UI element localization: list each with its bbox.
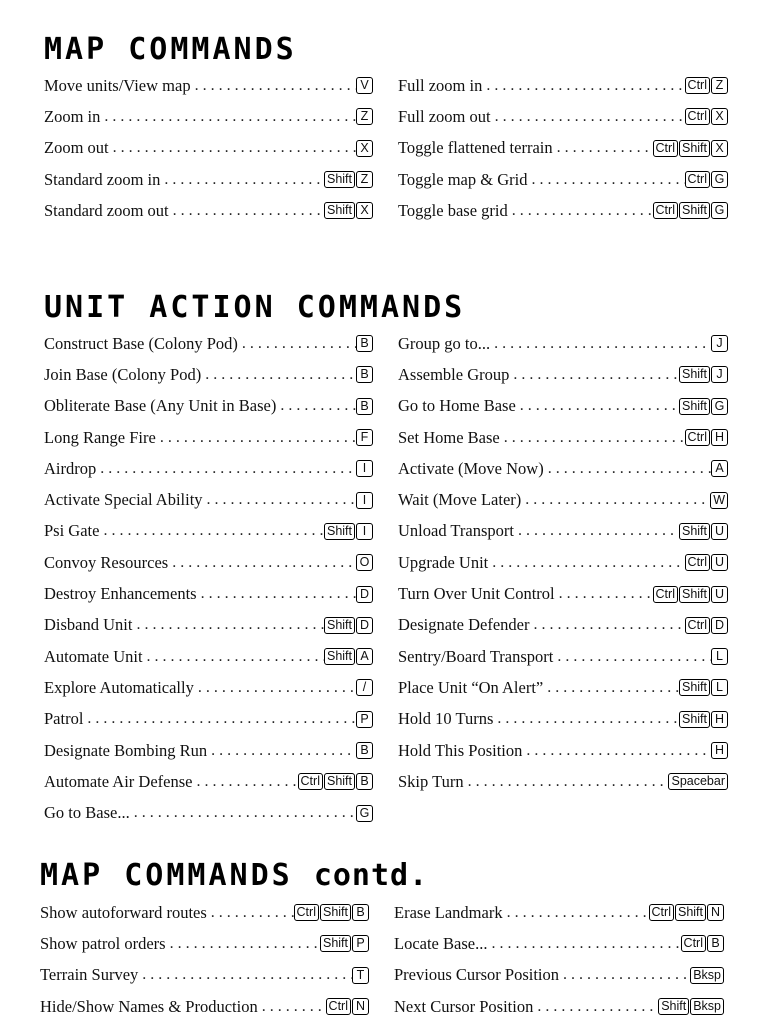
key-combo xyxy=(711,742,728,759)
command-label: Hold 10 Turns xyxy=(398,709,494,729)
dot-leader xyxy=(491,935,680,953)
dot-leader xyxy=(173,202,324,220)
key-combo xyxy=(324,202,373,219)
keycap: W xyxy=(710,492,728,509)
keycap: G xyxy=(356,805,373,822)
key-combo xyxy=(685,429,728,446)
dot-leader xyxy=(533,616,684,634)
command-label: Next Cursor Position xyxy=(394,996,534,1016)
command-label: Hold This Position xyxy=(398,740,523,760)
left-column xyxy=(44,70,373,226)
key-combo xyxy=(679,679,728,696)
command-label: Toggle base grid xyxy=(398,200,508,220)
command-label: Automate Unit xyxy=(44,646,143,666)
command-label: Zoom out xyxy=(44,138,109,158)
dot-leader xyxy=(559,585,653,603)
dot-leader xyxy=(548,460,711,478)
keycap: Shift xyxy=(679,366,710,383)
keycap: G xyxy=(711,171,728,188)
command-label: Destroy Enhancements xyxy=(44,584,197,604)
right-column xyxy=(394,897,724,1022)
dot-leader xyxy=(495,108,685,126)
dot-leader xyxy=(142,966,352,984)
dot-leader xyxy=(526,742,711,760)
command-row xyxy=(44,133,373,164)
command-label: Sentry/Board Transport xyxy=(398,646,554,666)
command-row xyxy=(398,672,728,703)
command-label: Standard zoom in xyxy=(44,169,161,189)
keycap: Shift xyxy=(679,523,710,540)
keycap: J xyxy=(711,366,728,383)
command-label: Long Range Fire xyxy=(44,427,156,447)
keycap: Ctrl xyxy=(685,617,710,634)
keycap: A xyxy=(711,460,728,477)
keycap: Ctrl xyxy=(649,904,674,921)
dot-leader xyxy=(557,139,653,157)
keycap: Shift xyxy=(320,935,351,952)
keycap: U xyxy=(711,554,728,571)
key-combo xyxy=(356,554,373,571)
right-column xyxy=(398,328,728,797)
right-column xyxy=(398,70,728,226)
keycap: L xyxy=(711,679,728,696)
dot-leader xyxy=(507,904,649,922)
command-label: Group go to... xyxy=(398,333,491,353)
keycap: Shift xyxy=(324,523,355,540)
command-row xyxy=(44,164,373,195)
keycap: T xyxy=(352,967,369,984)
key-combo xyxy=(711,335,728,352)
keycap: J xyxy=(711,335,728,352)
command-row xyxy=(398,70,728,101)
command-row xyxy=(40,960,369,991)
key-combo xyxy=(356,679,373,696)
dot-leader xyxy=(198,679,356,697)
dot-leader xyxy=(504,429,685,447)
command-row xyxy=(398,704,728,735)
command-row xyxy=(40,897,369,928)
keycap: Shift xyxy=(679,398,710,415)
keycap: X xyxy=(711,108,728,125)
key-combo xyxy=(356,805,373,822)
key-combo xyxy=(356,366,373,383)
keycap: Bksp xyxy=(690,967,724,984)
dot-leader xyxy=(160,429,356,447)
command-label: Previous Cursor Position xyxy=(394,965,560,985)
dot-leader xyxy=(211,742,356,760)
key-combo xyxy=(294,904,369,921)
dot-leader xyxy=(518,522,679,540)
key-combo xyxy=(711,460,728,477)
dot-leader xyxy=(164,171,324,189)
keycap: P xyxy=(356,711,373,728)
key-combo xyxy=(685,554,728,571)
keycap: I xyxy=(356,460,373,477)
keycap: Ctrl xyxy=(685,554,710,571)
command-row xyxy=(398,422,728,453)
keycap: X xyxy=(711,140,728,157)
keycap: D xyxy=(711,617,728,634)
key-combo xyxy=(649,904,724,921)
keycap: X xyxy=(356,140,373,157)
command-label: Go to Home Base xyxy=(398,396,516,416)
command-row xyxy=(40,928,369,959)
command-row xyxy=(398,578,728,609)
keycap: Ctrl xyxy=(653,140,678,157)
command-row xyxy=(44,195,373,226)
dot-leader xyxy=(512,202,653,220)
key-combo xyxy=(681,935,724,952)
dot-leader xyxy=(100,460,356,478)
keycap: Ctrl xyxy=(326,998,351,1015)
key-combo xyxy=(679,711,728,728)
dot-leader xyxy=(497,710,679,728)
command-row xyxy=(44,101,373,132)
command-label: Skip Turn xyxy=(398,771,464,791)
keycap: Shift xyxy=(324,648,355,665)
keycap: Ctrl xyxy=(685,108,710,125)
command-row xyxy=(398,547,728,578)
dot-leader xyxy=(563,966,690,984)
command-label: Toggle flattened terrain xyxy=(398,138,553,158)
keycap: Shift xyxy=(324,171,355,188)
command-row xyxy=(44,70,373,101)
keycap: Shift xyxy=(324,202,355,219)
keycap: Ctrl xyxy=(685,77,710,94)
command-row xyxy=(44,641,373,672)
command-row xyxy=(398,610,728,641)
command-row xyxy=(44,359,373,390)
keycap: B xyxy=(356,366,373,383)
dot-leader xyxy=(520,397,679,415)
command-row xyxy=(398,391,728,422)
dot-leader xyxy=(103,522,324,540)
key-combo xyxy=(356,586,373,603)
keycap: Ctrl xyxy=(298,773,323,790)
command-row xyxy=(398,735,728,766)
command-row xyxy=(398,101,728,132)
command-columns xyxy=(44,70,728,230)
command-label: Full zoom in xyxy=(398,75,483,95)
command-row xyxy=(398,195,728,226)
command-row xyxy=(398,164,728,195)
keycap: Spacebar xyxy=(668,773,728,790)
command-label: Assemble Group xyxy=(398,364,510,384)
dot-leader xyxy=(525,491,710,509)
key-combo xyxy=(352,967,369,984)
map-commands-section xyxy=(44,32,728,230)
section-title: MAP COMMANDS xyxy=(44,32,297,67)
command-label: Patrol xyxy=(44,709,84,729)
dot-leader xyxy=(134,804,356,822)
command-row xyxy=(44,610,373,641)
keycap: Shift xyxy=(320,904,351,921)
command-label: Explore Automatically xyxy=(44,677,194,697)
key-combo xyxy=(685,108,728,125)
command-label: Standard zoom out xyxy=(44,200,169,220)
command-columns xyxy=(44,328,728,830)
command-row xyxy=(44,328,373,359)
key-combo xyxy=(356,460,373,477)
key-combo xyxy=(356,108,373,125)
key-combo xyxy=(711,648,728,665)
command-label: Set Home Base xyxy=(398,427,500,447)
keycap: Shift xyxy=(679,711,710,728)
dot-leader xyxy=(136,616,324,634)
dot-leader xyxy=(172,554,356,572)
key-combo xyxy=(356,398,373,415)
keycap: F xyxy=(356,429,373,446)
key-combo xyxy=(653,140,728,157)
keycap: U xyxy=(711,586,728,603)
command-row xyxy=(44,797,373,828)
command-label: Zoom in xyxy=(44,106,101,126)
command-row xyxy=(398,516,728,547)
keycap: D xyxy=(356,586,373,603)
command-label: Hide/Show Names & Production xyxy=(40,996,258,1016)
keycap: B xyxy=(356,398,373,415)
key-combo xyxy=(685,617,728,634)
dot-leader xyxy=(242,335,356,353)
keycap: X xyxy=(356,202,373,219)
left-column xyxy=(44,328,373,829)
command-label: Toggle map & Grid xyxy=(398,169,528,189)
command-row xyxy=(398,359,728,390)
keycap: Ctrl xyxy=(294,904,319,921)
key-combo xyxy=(356,335,373,352)
keycap: O xyxy=(356,554,373,571)
keycap: Shift xyxy=(679,679,710,696)
command-row xyxy=(44,516,373,547)
keycap: Ctrl xyxy=(653,202,678,219)
command-row xyxy=(44,672,373,703)
command-label: Upgrade Unit xyxy=(398,552,489,572)
key-combo xyxy=(356,742,373,759)
section-title: UNIT ACTION COMMANDS xyxy=(44,290,466,325)
command-label: Activate Special Ability xyxy=(44,490,203,510)
keycap: N xyxy=(352,998,369,1015)
command-row xyxy=(398,766,728,797)
command-label: Designate Defender xyxy=(398,615,530,635)
dot-leader xyxy=(531,171,684,189)
key-combo xyxy=(324,648,373,665)
key-combo xyxy=(679,398,728,415)
command-row xyxy=(44,735,373,766)
command-row xyxy=(398,328,728,359)
dot-leader xyxy=(280,397,356,415)
command-row xyxy=(44,422,373,453)
keycap: Shift xyxy=(658,998,689,1015)
command-row xyxy=(44,391,373,422)
keycap: P xyxy=(352,935,369,952)
command-row xyxy=(398,453,728,484)
section-title xyxy=(40,858,724,894)
command-row xyxy=(394,928,724,959)
command-label: Activate (Move Now) xyxy=(398,458,544,478)
keycap: Z xyxy=(356,108,373,125)
command-label: Show autoforward routes xyxy=(40,902,207,922)
key-combo xyxy=(356,77,373,94)
command-label: Psi Gate xyxy=(44,521,100,541)
keycap: Shift xyxy=(324,773,355,790)
key-combo xyxy=(658,998,724,1015)
command-row xyxy=(40,991,369,1022)
key-combo xyxy=(668,773,728,790)
keycap: N xyxy=(707,904,724,921)
key-combo xyxy=(356,429,373,446)
key-combo xyxy=(356,711,373,728)
key-combo xyxy=(298,773,373,790)
dot-leader xyxy=(170,935,320,953)
key-combo xyxy=(324,171,373,188)
dot-leader xyxy=(547,679,679,697)
command-label: Locate Base... xyxy=(394,933,488,953)
keycap: B xyxy=(707,935,724,952)
command-row xyxy=(44,484,373,515)
dot-leader xyxy=(494,335,711,353)
section-title-main: MAP COMMANDS xyxy=(40,858,293,893)
dot-leader xyxy=(205,366,356,384)
command-row xyxy=(44,453,373,484)
dot-leader xyxy=(147,648,324,666)
keycap: L xyxy=(711,648,728,665)
keycap: I xyxy=(356,492,373,509)
dot-leader xyxy=(201,585,356,603)
command-label: Airdrop xyxy=(44,458,97,478)
dot-leader xyxy=(468,773,669,791)
keycap: Shift xyxy=(679,140,710,157)
command-label: Wait (Move Later) xyxy=(398,490,522,510)
key-combo xyxy=(710,492,728,509)
command-row xyxy=(394,991,724,1022)
command-label: Automate Air Defense xyxy=(44,771,193,791)
dot-leader xyxy=(262,998,326,1016)
command-columns xyxy=(40,897,724,1027)
command-label: Go to Base... xyxy=(44,803,130,823)
command-row xyxy=(44,766,373,797)
dot-leader xyxy=(207,491,356,509)
keycap: D xyxy=(356,617,373,634)
dot-leader xyxy=(195,77,356,95)
command-row xyxy=(44,578,373,609)
keycap: B xyxy=(356,742,373,759)
keycap: Z xyxy=(356,171,373,188)
key-combo xyxy=(690,967,724,984)
keycap: G xyxy=(711,202,728,219)
key-combo xyxy=(326,998,369,1015)
section-title-suffix: contd. xyxy=(313,858,429,893)
keycap: / xyxy=(356,679,373,696)
dot-leader xyxy=(537,998,658,1016)
command-row xyxy=(394,960,724,991)
command-label: Turn Over Unit Control xyxy=(398,584,555,604)
key-combo xyxy=(679,366,728,383)
keycap: Ctrl xyxy=(653,586,678,603)
command-label: Designate Bombing Run xyxy=(44,740,208,760)
keycap: Ctrl xyxy=(685,171,710,188)
keycap: Shift xyxy=(324,617,355,634)
command-label: Construct Base (Colony Pod) xyxy=(44,333,238,353)
keycap: U xyxy=(711,523,728,540)
command-label: Place Unit “On Alert” xyxy=(398,677,544,697)
dot-leader xyxy=(104,108,356,126)
command-row xyxy=(398,641,728,672)
keycap: A xyxy=(356,648,373,665)
left-column xyxy=(40,897,369,1022)
keycap: Ctrl xyxy=(685,429,710,446)
key-combo xyxy=(320,935,369,952)
keycap: Bksp xyxy=(690,998,724,1015)
command-row xyxy=(398,484,728,515)
key-combo xyxy=(685,171,728,188)
command-label: Move units/View map xyxy=(44,75,191,95)
unit-action-commands-section xyxy=(44,290,728,830)
command-row xyxy=(398,133,728,164)
key-combo xyxy=(356,492,373,509)
command-row xyxy=(44,704,373,735)
dot-leader xyxy=(87,710,356,728)
keycap: I xyxy=(356,523,373,540)
command-row xyxy=(394,897,724,928)
keycap: G xyxy=(711,398,728,415)
dot-leader xyxy=(196,773,297,791)
dot-leader xyxy=(492,554,684,572)
keycap: H xyxy=(711,429,728,446)
keycap: H xyxy=(711,711,728,728)
dot-leader xyxy=(113,139,356,157)
command-row xyxy=(44,547,373,578)
dot-leader xyxy=(557,648,711,666)
command-label: Erase Landmark xyxy=(394,902,503,922)
command-label: Show patrol orders xyxy=(40,933,166,953)
keycap: Ctrl xyxy=(681,935,706,952)
keycap: B xyxy=(356,773,373,790)
keycap: B xyxy=(352,904,369,921)
dot-leader xyxy=(486,77,684,95)
keycap: Shift xyxy=(679,586,710,603)
command-label: Terrain Survey xyxy=(40,965,139,985)
command-label: Join Base (Colony Pod) xyxy=(44,364,202,384)
dot-leader xyxy=(513,366,679,384)
key-combo xyxy=(685,77,728,94)
keycap: Shift xyxy=(679,202,710,219)
command-label: Unload Transport xyxy=(398,521,514,541)
keycap: Shift xyxy=(675,904,706,921)
command-label: Convoy Resources xyxy=(44,552,169,572)
key-combo xyxy=(356,140,373,157)
key-combo xyxy=(324,617,373,634)
keycap: H xyxy=(711,742,728,759)
key-combo xyxy=(324,523,373,540)
keycap: Z xyxy=(711,77,728,94)
key-combo xyxy=(653,202,728,219)
key-combo xyxy=(653,586,728,603)
command-label: Full zoom out xyxy=(398,106,491,126)
map-commands-contd-section xyxy=(40,858,724,1027)
keycap: V xyxy=(356,77,373,94)
keycap: B xyxy=(356,335,373,352)
command-label: Disband Unit xyxy=(44,615,133,635)
dot-leader xyxy=(211,904,294,922)
key-combo xyxy=(679,523,728,540)
command-label: Obliterate Base (Any Unit in Base) xyxy=(44,396,277,416)
